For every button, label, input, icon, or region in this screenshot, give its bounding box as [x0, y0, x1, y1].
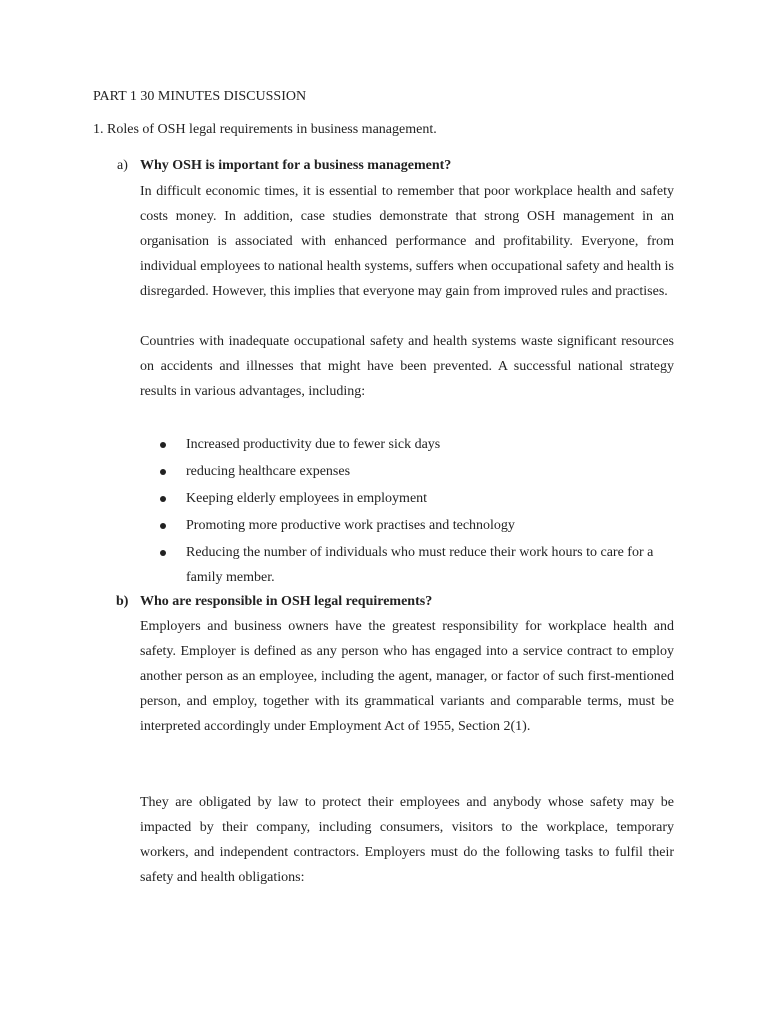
question-1: 1. Roles of OSH legal requirements in business management. — [93, 122, 437, 137]
section-a-marker: a) — [117, 158, 128, 173]
list-item — [160, 459, 674, 484]
list-item-text: Increased productivity due to fewer sick days — [186, 437, 441, 452]
list-item — [160, 540, 674, 590]
bullet-icon — [160, 523, 166, 529]
section-a-paragraph-2: Countries with inadequate occupational safety and health systems waste significant resources on accidents and illnesses that might have been prevented. A successful national strategy results in various advantages, including: — [140, 334, 674, 399]
section-b-marker: b) — [116, 594, 129, 609]
bullet-icon — [160, 550, 166, 556]
list-item — [160, 513, 674, 538]
section-b-paragraph-2: They are obligated by law to protect their employees and anybody whose safety may be impacted by their company, including consumers, visitors to the workplace, temporary workers, and independent contractors. Employers must do the following tasks to fulfil their safety and health obligations: — [140, 795, 674, 885]
section-b-paragraph-1: Employers and business owners have the greatest responsibility for workplace health and safety. Employer is defined as any person who has engaged into a service contract to employ another person as an employee, including the agent, manager, or factor of such first-mentioned person, and employ, together with its grammatical variants and comparable terms, must be interpreted accordingly under Employment Act of 1955, Section 2(1). — [140, 619, 674, 734]
advantages-list — [160, 432, 674, 592]
list-item-text: Keeping elderly employees in employment — [186, 491, 428, 506]
section-a-paragraph-1: In difficult economic times, it is essential to remember that poor workplace health and safety costs money. In addition, case studies demonstrate that strong OSH management in an organisation is associated with enhanced performance and profitability. Everyone, from individual employees to national health systems, suffers when occupational safety and health is disregarded. However, this implies that everyone may gain from improved rules and practises. — [140, 184, 674, 299]
list-item — [160, 486, 674, 511]
part-heading: PART 1 30 MINUTES DISCUSSION — [93, 89, 307, 104]
list-item-text: reducing healthcare expenses — [186, 464, 351, 479]
section-b-title: Who are responsible in OSH legal requirements? — [140, 594, 433, 609]
bullet-icon — [160, 442, 166, 448]
list-item-text: Promoting more productive work practises and technology — [186, 518, 515, 533]
section-a-title: Why OSH is important for a business management? — [140, 158, 452, 173]
bullet-icon — [160, 496, 166, 502]
bullet-icon — [160, 469, 166, 475]
list-item-text: Reducing the number of individuals who must reduce their work hours to care for a family member. — [186, 545, 654, 585]
list-item — [160, 432, 674, 457]
